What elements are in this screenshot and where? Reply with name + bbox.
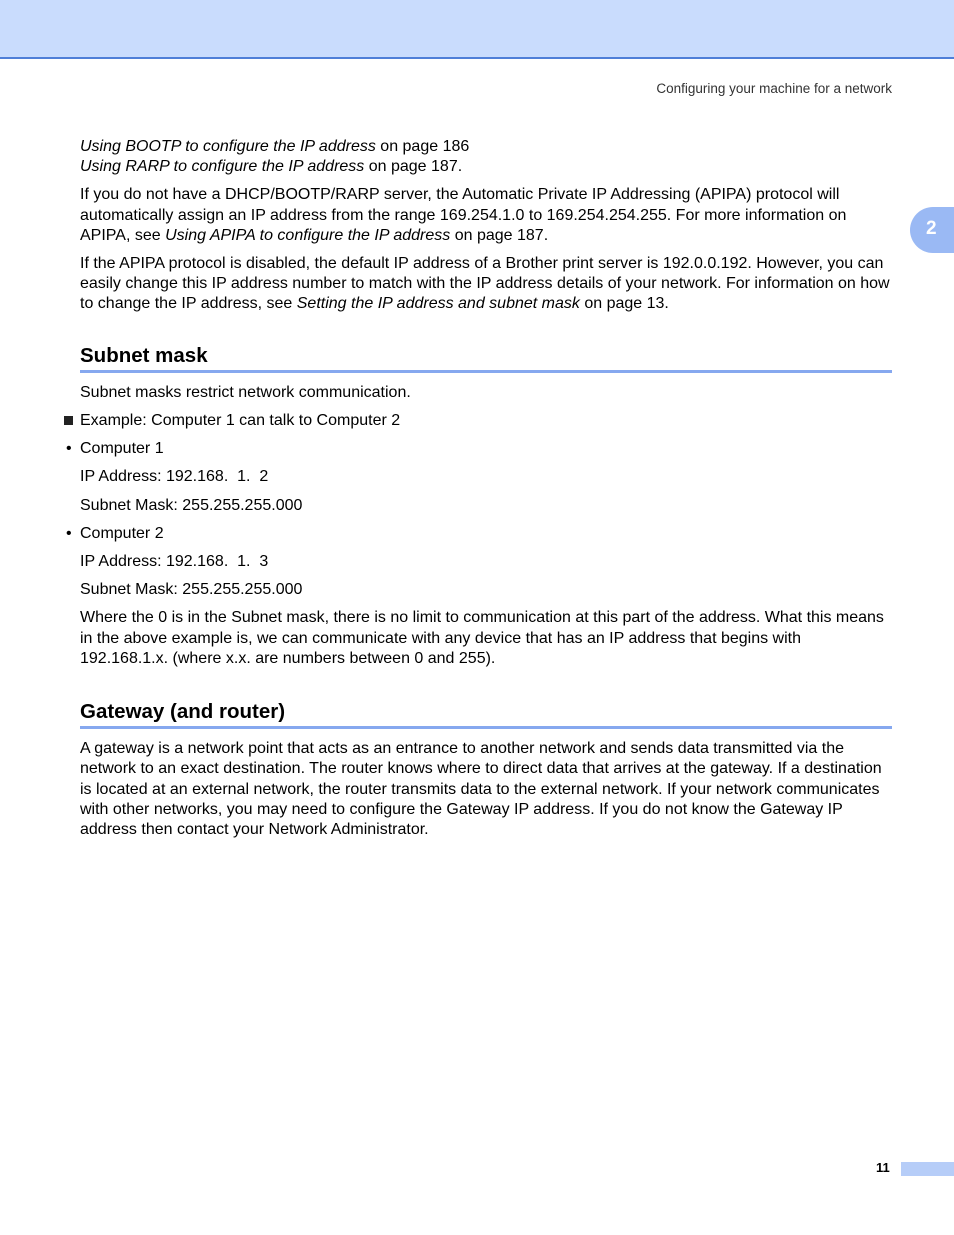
chapter-number: 2: [926, 218, 937, 239]
reference-rarp: [80, 157, 892, 177]
running-header: Configuring your machine for a network: [656, 81, 892, 96]
footer-bar: [901, 1162, 954, 1176]
page-number: 11: [876, 1160, 890, 1175]
default-ip-paragraph: [80, 254, 892, 315]
default-ip-text: If the APIPA protocol is disabled, the default IP address of a Brother print server is 192.0.0.192. However, you can easily change this IP address number to match with the IP address details of your network. For information on how to change the IP address, see: [80, 255, 890, 313]
computer2-ip: IP Address: 192.168. 1. 3: [80, 553, 269, 571]
computer1-ip: IP Address: 192.168. 1. 2: [80, 468, 269, 486]
subnet-reference: Setting the IP address and subnet mask: [296, 295, 580, 313]
apipa-paragraph: [80, 185, 892, 246]
reference-rarp-link: Using RARP to configure the IP address: [80, 158, 365, 176]
computer1-mask: Subnet Mask: 255.255.255.000: [80, 496, 303, 514]
reference-bootp-link: Using BOOTP to configure the IP address: [80, 138, 376, 155]
subnet-reference-page: on page 13.: [579, 295, 669, 313]
subnet-mask-heading: Subnet mask: [80, 346, 892, 373]
subnet-intro: Subnet masks restrict network communication.: [80, 383, 411, 401]
chapter-tab: [910, 207, 954, 253]
apipa-text: If you do not have a DHCP/BOOTP/RARP server, the Automatic Private IP Addressing (APIPA) protocol will automatically assign an IP address from the range 169.254.1.0 to 169.254.254.255. For more information on APIPA, see: [80, 186, 847, 244]
apipa-page: on page 187.: [450, 226, 549, 244]
page-content: [80, 137, 892, 848]
header-band: [0, 0, 954, 59]
reference-bootp: [80, 137, 892, 157]
reference-bootp-page: on page 186: [375, 138, 470, 155]
subnet-explanation: Where the 0 is in the Subnet mask, there is no limit to communication at this part of the address. What this means in the above example is, we can communicate with any device that has an IP address that begins with 192.168.1.x. (where x.x. are numbers between 0 and 255).: [80, 609, 884, 667]
reference-rarp-page: on page 187.: [364, 158, 463, 176]
gateway-body: A gateway is a network point that acts as an entrance to another network and sends data transmitted via the network to an exact destination. The router knows where to direct data that arrives at the gateway. If a destination is located at an external network, the router transmits data to the external network. If your network communicates with other networks, you may need to configure the Gateway IP address. If you do not know the Gateway IP address then contact your Network Administrator.: [80, 740, 882, 839]
apipa-reference: Using APIPA to configure the IP address: [165, 226, 451, 244]
computer1-label: • Computer 1: [80, 439, 892, 459]
example-item: Example: Computer 1 can talk to Computer 2: [80, 411, 892, 431]
computer2-label: • Computer 2: [80, 524, 892, 544]
gateway-heading: Gateway (and router): [80, 702, 892, 729]
computer2-mask: Subnet Mask: 255.255.255.000: [80, 581, 303, 599]
